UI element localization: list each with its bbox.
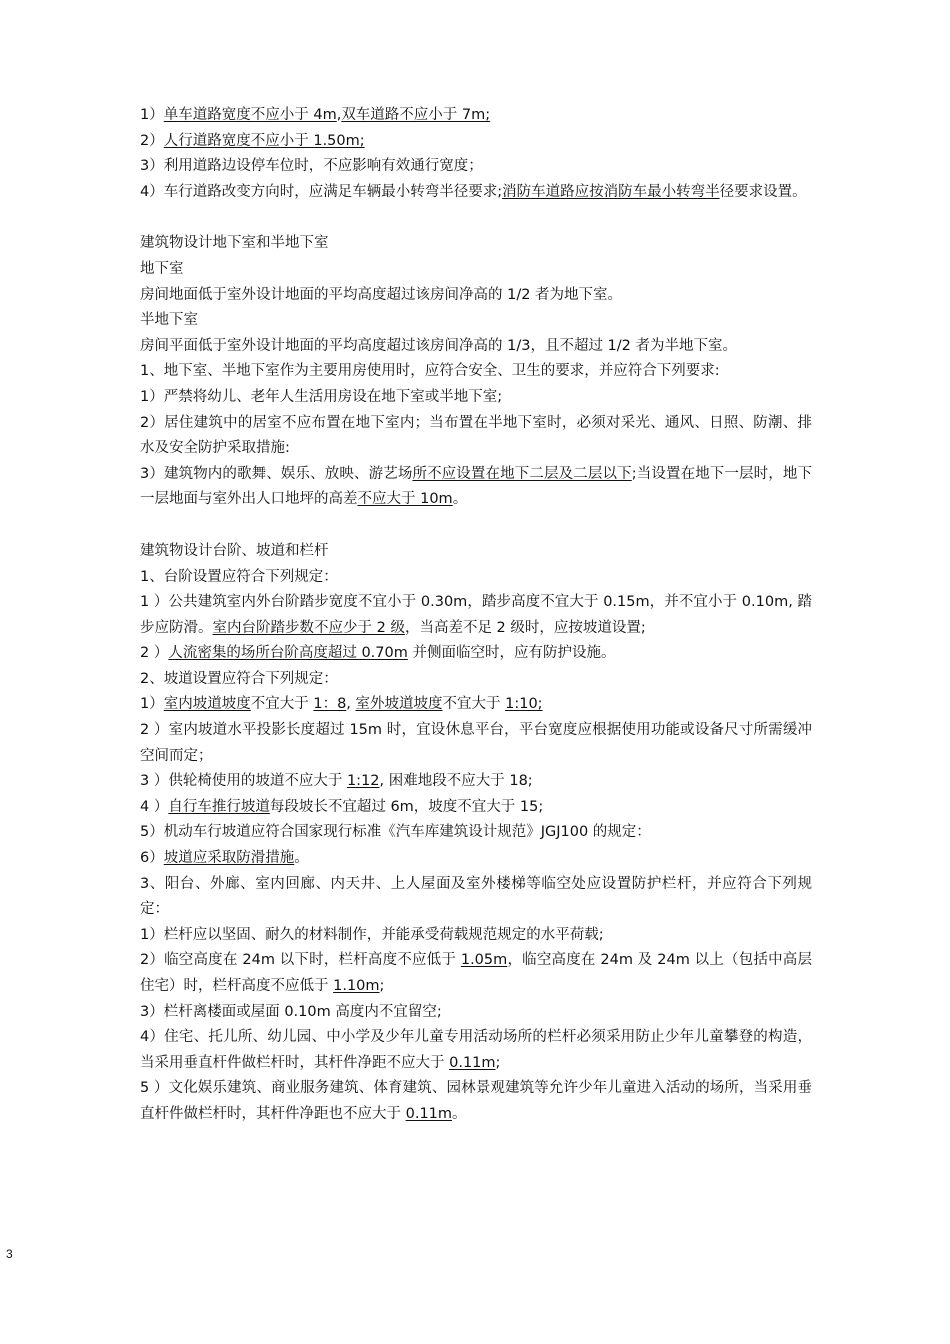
underlined-text: 1：8 [313, 696, 347, 713]
text-run: 1、地下室、半地下室作为主要用房使用时，应符合安全、卫生的要求，并应符合下列要求: [140, 363, 720, 380]
page-number: 3 [6, 1247, 13, 1261]
text-run: 3）栏杆离楼面或屋面 0.10m 高度内不宜留空; [140, 1003, 442, 1020]
underlined-text: 自行车推行坡道 [168, 798, 270, 815]
text-run: ;当设置在地下一层时，地下一层地面与室外出人口地坪的高差 [140, 465, 813, 508]
text-run: 3、阳台、外廊、室内回廊、内天井、上人屋面及室外楼梯等临空处应设置防护栏杆，并应符合下列规定： [140, 875, 812, 918]
text-run: 2 ） [140, 645, 169, 662]
text-run: 3）建筑物内的歌舞、娱乐、放映、游艺场 [140, 465, 413, 482]
paragraph [140, 846, 812, 872]
paragraph [140, 872, 812, 923]
paragraph [140, 641, 812, 667]
underlined-text: 双车道路不应小于 7m; [341, 107, 491, 123]
text-run: 。 [452, 1105, 467, 1122]
underlined-text: 人流密集的场所台阶高度超过 0.70m [168, 645, 408, 662]
text-run: 并侧面临空时，应有防护设施。 [407, 645, 616, 662]
underlined-text: 人行道路宽度不应小于 1.50m; [163, 132, 365, 149]
text-run: , [346, 696, 356, 713]
underlined-text: 0.11m [405, 1105, 453, 1122]
text-run: 1） [140, 696, 164, 713]
text-run: 不宜大于 [442, 696, 506, 713]
text-run: 每段坡长不宜超过 6m，坡度不宜大于 15; [269, 798, 544, 815]
text-run: 。 [294, 850, 309, 867]
text-run: 径要求设置。 [719, 183, 807, 200]
paragraph [140, 820, 812, 846]
underlined-text: 坡道应采取防滑措施 [163, 850, 295, 867]
text-run: 1 ）公共建筑室内外台阶踏步宽度不宜小于 0.30m，踏步高度不宜大于 0.15m，并不宜小于 0.10m, 踏步应防滑。 [140, 594, 812, 636]
text-run: 。 [452, 491, 468, 508]
text-run: ; [495, 1054, 501, 1071]
paragraph-gap [140, 205, 812, 231]
underlined-text: 0.11m [449, 1054, 496, 1071]
paragraph [140, 359, 812, 385]
paragraph [140, 1000, 812, 1026]
paragraph [140, 103, 812, 129]
paragraph [140, 590, 812, 641]
text-run: ，临空高度在 24m 及 24m 以上（包括中高层住宅）时，栏杆高度不应低于 [140, 952, 812, 994]
text-run: 建筑物设计地下室和半地下室 [140, 235, 329, 252]
text-run: 1）严禁将幼儿、老年人生活用房设在地下室或半地下室; [140, 388, 503, 405]
paragraph [140, 923, 812, 949]
text-run: 1）栏杆应以坚固、耐久的材料制作，并能承受荷载规范规定的水平荷载; [140, 926, 604, 943]
paragraph [140, 411, 812, 462]
paragraph [140, 334, 812, 360]
text-run: ，当高差不足 2 级时，应按坡道设置; [404, 619, 646, 636]
paragraph [140, 462, 812, 513]
text-run: 房间平面低于室外设计地面的平均高度超过该房间净高的 1/3，且不超过 1/2 者为半地下室。 [140, 337, 737, 354]
text-run: 3 ）供轮椅使用的坡道不应大于 [140, 773, 347, 790]
underlined-text: 室内台阶踏步数不应少于 2 级 [212, 619, 405, 636]
text-run: 2）居住建筑中的居室不应布置在地下室内；当布置在半地下室时，必须对采光、通风、日照、防潮、排水及安全防护采取措施: [140, 414, 812, 457]
text-run: , [336, 107, 342, 123]
text-run: 5）机动车行坡道应符合国家现行标准《汽车库建筑设计规范》JGJ100 的规定： [140, 824, 651, 841]
paragraph [140, 539, 812, 565]
paragraph [140, 667, 812, 693]
document-body [140, 103, 812, 1128]
text-run: 2） [140, 132, 164, 149]
text-run: 地下室 [140, 260, 184, 277]
paragraph [140, 129, 812, 155]
paragraph [140, 948, 812, 999]
paragraph [140, 283, 812, 309]
text-run: 5 ）文化娱乐建筑、商业服务建筑、体育建筑、园林景观建筑等允许少年儿童进入活动的场所，当采用垂直杆件做栏杆时，其杆件净距也不应大于 [140, 1080, 812, 1122]
paragraph [140, 231, 812, 257]
paragraph-gap [140, 513, 812, 539]
paragraph [140, 718, 812, 769]
paragraph [140, 1025, 812, 1076]
paragraph [140, 565, 812, 591]
paragraph [140, 692, 812, 718]
underlined-text: 消防车道路应按消防车最小转弯半 [502, 183, 720, 200]
underlined-text: 室内坡道坡度 [163, 696, 251, 713]
text-run: 2）临空高度在 24m 以下时，栏杆高度不应低于 [140, 952, 461, 969]
text-run: 3）利用道路边设停车位时，不应影响有效通行宽度； [140, 158, 483, 175]
text-run: 1） [140, 107, 164, 123]
paragraph [140, 769, 812, 795]
paragraph [140, 308, 812, 334]
text-run: 6） [140, 850, 164, 867]
text-run: 2、坡道设置应符合下列规定： [140, 670, 338, 687]
paragraph [140, 180, 812, 206]
paragraph [140, 154, 812, 180]
text-run: 4 ） [140, 798, 169, 815]
text-run: 建筑物设计台阶、坡道和栏杆 [140, 542, 329, 559]
text-run: 4）车行道路改变方向时，应满足车辆最小转弯半径要求; [140, 183, 503, 200]
text-run: 1、台阶设置应符合下列规定： [140, 568, 338, 585]
paragraph [140, 1076, 812, 1127]
underlined-text: 不应大于 10m [357, 491, 453, 508]
text-run: 房间地面低于室外设计地面的平均高度超过该房间净高的 1/2 者为地下室。 [140, 286, 623, 303]
paragraph [140, 257, 812, 283]
underlined-text: 1:10; [505, 696, 543, 713]
underlined-text: 1.10m [333, 978, 380, 994]
paragraph [140, 385, 812, 411]
underlined-text: 所不应设置在地下二层及二层以下 [412, 465, 632, 482]
text-run: 4）住宅、托儿所、幼儿园、中小学及少年儿童专用活动场所的栏杆必须采用防止少年儿童攀登的构造，当采用垂直杆件做栏杆时，其杆件净距不应大于 [140, 1029, 812, 1071]
underlined-text: 1:12 [346, 773, 380, 790]
text-run: ; [379, 978, 385, 994]
underlined-text: 室外坡道坡度 [355, 696, 443, 713]
text-run: , 困难地段不应大于 18; [379, 773, 533, 790]
paragraph [140, 795, 812, 821]
text-run: 2 ）室内坡道水平投影长度超过 15m 时，宜设休息平台，平台宽度应根据使用功能或设备尺寸所需缓冲空间而定； [140, 722, 812, 764]
underlined-text: 单车道路宽度不应小于 4m [163, 107, 337, 123]
text-run: 不宜大于 [250, 696, 314, 713]
underlined-text: 1.05m [460, 952, 508, 969]
text-run: 半地下室 [140, 312, 198, 329]
